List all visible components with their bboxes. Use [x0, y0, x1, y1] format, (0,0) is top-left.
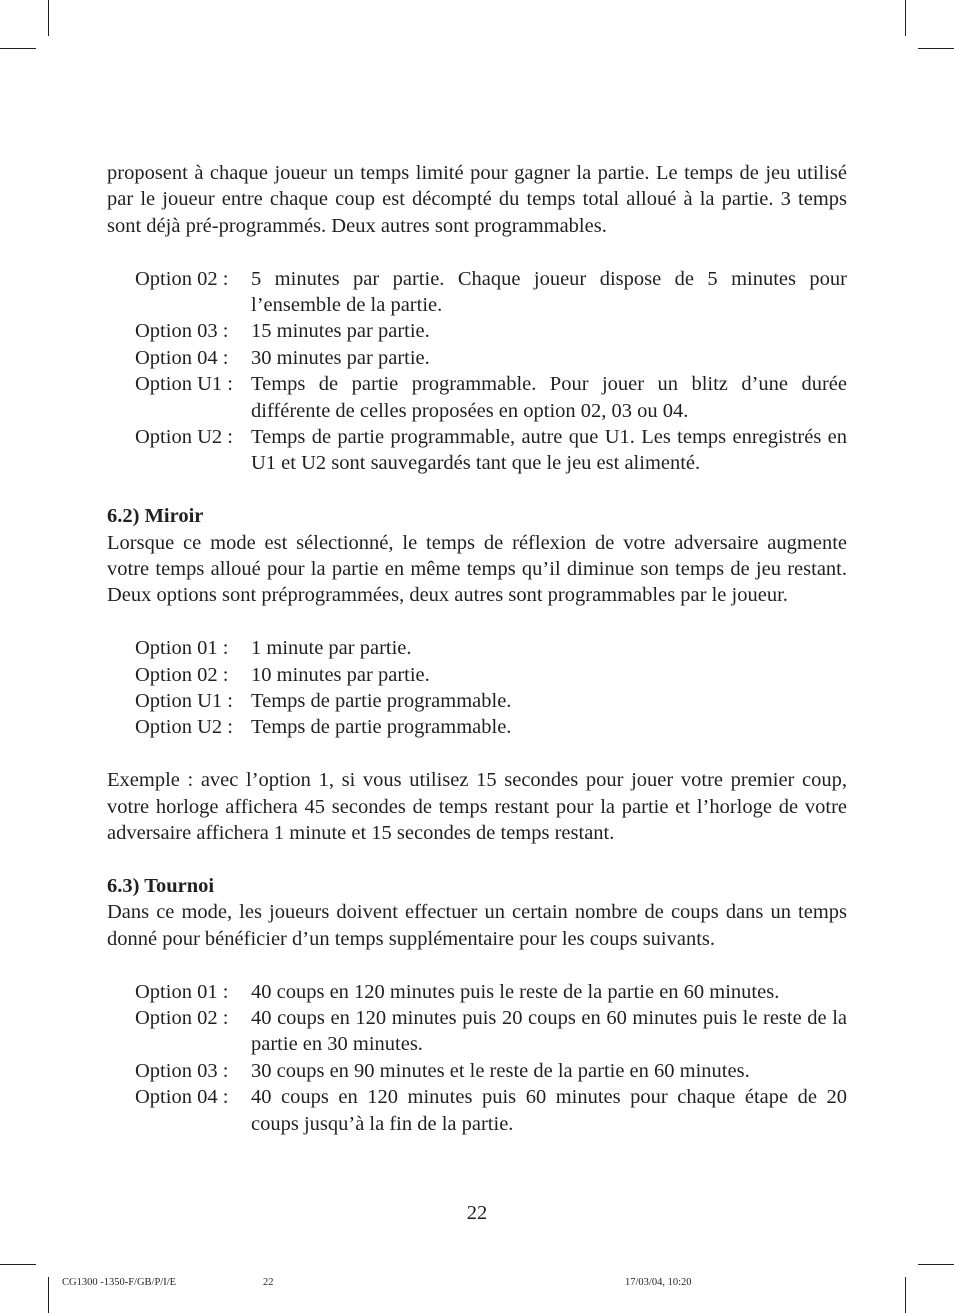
option-list-tournoi [107, 979, 847, 1137]
option-text: 30 minutes par partie. [251, 346, 430, 369]
crop-mark-top-right-vertical [905, 0, 906, 36]
option-text: Temps de partie programmable. [251, 716, 512, 739]
list-item [135, 371, 847, 424]
list-item [135, 714, 847, 740]
slug-page: 22 [263, 1277, 274, 1288]
list-item [135, 424, 847, 477]
option-text: 40 coups en 120 minutes puis 20 coups en 60 minutes puis le reste de la partie en 30 minutes. [251, 1006, 847, 1056]
page-number: 22 [466, 1202, 488, 1224]
option-label: Option 01 : [135, 637, 229, 660]
list-item [135, 635, 847, 661]
slug-filename: CG1300 -1350-F/GB/P/I/E [62, 1277, 177, 1288]
option-label: Option 02 : [135, 1006, 229, 1029]
option-text: 40 coups en 120 minutes puis 60 minutes pour chaque étape de 20 coups jusqu’à la fin de la partie. [251, 1086, 847, 1135]
option-text: Temps de partie programmable. Pour jouer un blitz d’une durée différente de celles proposées en option 02, 03 ou 04. [251, 373, 847, 422]
crop-mark-bottom-left-horizontal [0, 1264, 36, 1265]
option-label: Option 02 : [135, 267, 229, 290]
crop-mark-top-left-horizontal [0, 48, 36, 49]
tournoi-paragraph: Dans ce mode, les joueurs doivent effectuer un certain nombre de coups dans un temps donné pour bénéficier d’un temps supplémentaire pour les coups suivants. [107, 901, 847, 950]
miroir-paragraph: Lorsque ce mode est sélectionné, le temps de réflexion de votre adversaire augmente votre temps alloué pour la partie en même temps qu’il diminue son temps de jeu restant. Deux options sont préprogrammées, deux autres sont programmables par le joueur. [107, 531, 847, 607]
option-text: 15 minutes par partie. [251, 320, 430, 343]
option-label: Option U2 : [135, 716, 233, 739]
list-item [135, 1058, 847, 1084]
option-text: 40 coups en 120 minutes puis le reste de la partie en 60 minutes. [251, 980, 780, 1003]
crop-mark-top-right-horizontal [918, 48, 954, 49]
option-text: Temps de partie programmable. [251, 690, 512, 713]
list-item [135, 662, 847, 688]
crop-mark-bottom-right-horizontal [918, 1264, 954, 1265]
list-item [135, 318, 847, 344]
intro-paragraph: proposent à chaque joueur un temps limité pour gagner la partie. Le temps de jeu utilisé par le joueur entre chaque coup est décompté du temps total alloué à la partie. 3 temps sont déjà pré-programmés. Deux autres sont programmables. [107, 162, 847, 237]
option-list-timed [107, 266, 847, 477]
slug-datetime: 17/03/04, 10:20 [625, 1277, 692, 1288]
option-text: 5 minutes par partie. Chaque joueur dispose de 5 minutes pour l’ensemble de la partie. [251, 267, 847, 317]
option-text: 10 minutes par partie. [251, 663, 430, 686]
crop-mark-bottom-left-vertical [48, 1277, 49, 1313]
option-label: Option 04 : [135, 346, 229, 369]
option-label: Option 02 : [135, 663, 229, 686]
example-paragraph: Exemple : avec l’option 1, si vous utilisez 15 secondes pour jouer votre premier coup, votre horloge affichera 45 secondes de temps restant pour la partie et l’horloge de votre adversaire affichera 1 minute et 15 secondes de temps restant. [107, 769, 847, 845]
crop-mark-top-left-vertical [48, 0, 49, 36]
list-item [135, 266, 847, 319]
option-label: Option 04 : [135, 1086, 229, 1109]
option-text: Temps de partie programmable, autre que U1. Les temps enregistrés en U1 et U2 sont sauvegardés tant que le jeu est alimenté. [251, 426, 847, 475]
list-item [135, 979, 847, 1005]
list-item [135, 688, 847, 714]
option-label: Option U2 : [135, 426, 233, 449]
option-list-miroir [107, 635, 847, 741]
option-text: 30 coups en 90 minutes et le reste de la partie en 60 minutes. [251, 1059, 750, 1082]
page-body [107, 160, 847, 1137]
option-text: 1 minute par partie. [251, 637, 412, 660]
list-item [135, 1005, 847, 1058]
section-heading-miroir: 6.2) Miroir [107, 505, 204, 528]
option-label: Option U1 : [135, 690, 233, 713]
option-label: Option 03 : [135, 1059, 229, 1082]
option-label: Option 01 : [135, 980, 229, 1003]
section-heading-tournoi: 6.3) Tournoi [107, 874, 215, 897]
option-label: Option 03 : [135, 320, 229, 343]
crop-mark-bottom-right-vertical [905, 1277, 906, 1313]
list-item [135, 1084, 847, 1137]
list-item [135, 345, 847, 371]
option-label: Option U1 : [135, 373, 233, 396]
